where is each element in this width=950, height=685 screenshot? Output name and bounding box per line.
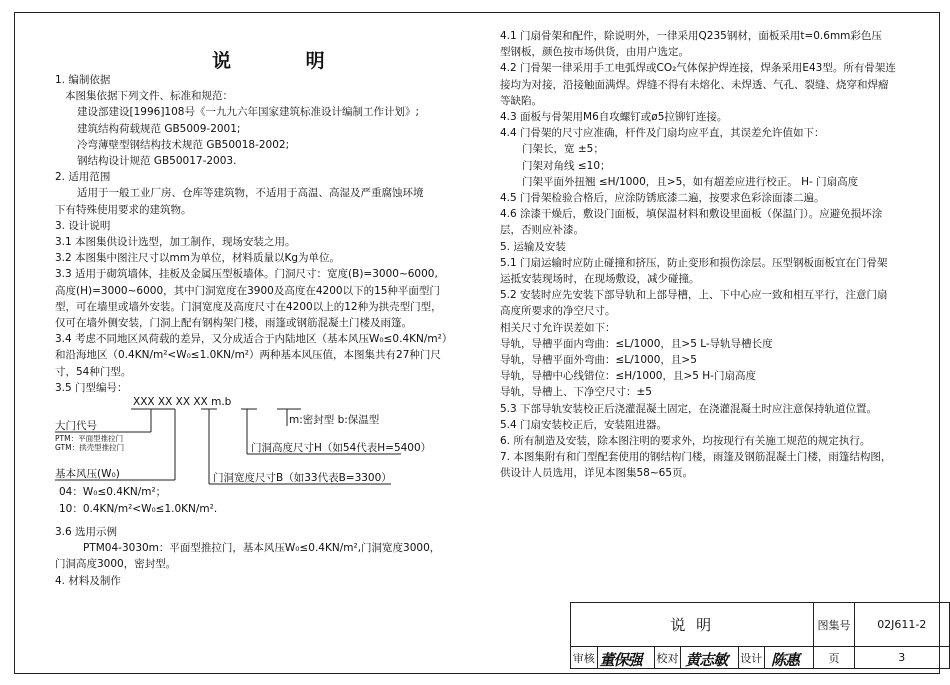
page-label: 页 (814, 647, 854, 669)
door-code-diagram (55, 396, 475, 524)
clause-3-3: 3.3 适用于砌筑墙体，挂板及金属压型板墙体。门洞尺寸：宽度(B)=3000~6000, (55, 268, 438, 281)
example-text: PTM04-3030m：平面型推拉门，基本风压W₀≤0.4KN/m²,门洞宽度3000， (83, 542, 441, 555)
tolerance-line: 导轨，导槽中心线错位：≤H/1000，且>5 H-门扇高度 (500, 370, 756, 383)
text-line: 相关尺寸允许误差如下： (500, 321, 616, 334)
section-2-text: 适用于一般工业厂房、仓库等建筑物，不适用于高温、高湿及严重腐蚀环境 (77, 187, 424, 200)
atlas-number: 02J611-2 (854, 603, 949, 647)
atlas-label: 图集号 (814, 603, 854, 647)
tolerance-line: 门架平面外扭翘 ≤H/1000，且>5，如有超差应进行校正。 H- 门扇高度 (522, 175, 859, 188)
clause-3-6: 3.6 选用示例 (55, 526, 118, 539)
text-line: 高度所要求的净空尺寸。 (500, 305, 616, 318)
wind-option-10: 10：0.4KN/m²<W₀≤1.0KN/m². (59, 503, 218, 516)
text-line: 4.3 面板与骨架用M6自攻螺钉或ø5拉铆钉连接。 (500, 111, 728, 124)
text-line: 供设计人员选用，详见本图集58~65页。 (500, 467, 694, 480)
tolerance-line: 导轨，导槽上、下净空尺寸：±5 (500, 386, 652, 399)
tolerance-line: 门架对角线 ≤10； (522, 159, 611, 172)
clause-3-1: 3.1 本图集供设计选型，加工制作，现场安装之用。 (55, 236, 296, 249)
door-code-label: 大门代号 (55, 420, 97, 433)
text-line: 4.1 门扇骨架和配件，除说明外，一律采用Q235钢材，面板采用t=0.6mm彩色压 (500, 30, 882, 42)
clause-3-4: 和沿海地区（0.4KN/m²<W₀≤1.0KN/m²）两种基本风压值，本图集共有27种门尺 (55, 349, 441, 362)
text-line: 4.5 门骨架检验合格后，应涂防锈底漆二遍，按要求色彩涂面漆二遍。 (500, 192, 825, 205)
wind-option-04: 04：W₀≤0.4KN/m²； (59, 486, 167, 499)
section-1-intro: 本图集依据下列文件、标准和规范： (65, 90, 233, 103)
page-title: 说 明 (212, 50, 359, 72)
wind-pressure-label: 基本风压(W₀) (55, 468, 120, 481)
section-3-heading: 3. 设计说明 (55, 219, 111, 232)
section-4-heading: 4. 材料及制作 (55, 574, 121, 587)
seal-type-legend: m:密封型 b:保温型 (289, 414, 380, 427)
text-line: 4.4 门骨架的尺寸应准确，杆件及门扇均应平直，其误差允许值如下： (500, 127, 825, 140)
text-line: 接均为对接，沿接触面满焊。焊缝不得有未熔化、未焊透、气孔、裂缝、烧穿和焊瘤 (500, 78, 889, 91)
clause-3-3: 仅可在墙外侧安装，门洞上配有钢构架门楼，雨篷或钢筋混凝土门楼及雨篷。 (55, 317, 412, 330)
page-number: 3 (854, 647, 949, 669)
text-line: 5.4 门扇安装校正后，安装阻进器。 (500, 418, 668, 431)
section-5-heading: 5. 运输及安装 (500, 240, 566, 253)
title-block (570, 602, 950, 669)
code-template: XXX XX XX XX m.b (133, 396, 232, 409)
right-column (500, 28, 932, 482)
tolerance-line: 门架长，宽 ±5； (522, 143, 604, 156)
text-line: 层，否则应补漆。 (500, 224, 584, 237)
ref-item: 钢结构设计规范 GB50017-2003. (77, 155, 237, 168)
text-line: 型钢板，颜色按市场供货，由用户选定。 (500, 46, 689, 59)
text-line: 5.1 门扇运输时应防止碰撞和挤压，防止变形和损伤涂层。压型钢板面板宜在门骨架 (500, 256, 888, 269)
ref-item: 冷弯薄壁型钢结构技术规范 GB50018-2002; (77, 138, 290, 151)
check-label: 校对 (654, 647, 681, 669)
review-signature: 董保强 (597, 647, 654, 669)
gtm-legend: GTM：拱壳型推拉门 (55, 443, 125, 453)
text-line: 运抵安装现场时，在现场敷设，减少碰撞。 (500, 273, 700, 286)
clause-3-4: 寸，54种门型。 (55, 365, 132, 378)
design-label: 设计 (738, 647, 765, 669)
text-line: 等缺陷。 (500, 94, 542, 107)
text-line: 5.2 安装时应先安装下部导轨和上部导槽，上、下中心应一致和相互平行，注意门扇 (500, 289, 888, 302)
text-line: 7. 本图集附有和门型配套使用的钢结构门楼，雨篷及钢筋混凝土门楼，雨篷结构图， (500, 451, 892, 464)
clause-3-3: 高度(H)=3000~6000，其中门洞宽度在3900及高度在4200以下的15种平面型门 (55, 284, 440, 297)
ptm-legend: PTM：平面型推拉门 (55, 434, 124, 444)
example-text: 门洞高度3000，密封型。 (55, 558, 177, 571)
design-signature: 陈惠 (765, 647, 814, 669)
review-label: 审核 (571, 647, 598, 669)
text-line: 4.6 涂漆干燥后，敷设门面板，填保温材料和敷设里面板（保温门）。应避免损坏涂 (500, 208, 883, 221)
width-legend: 门洞宽度尺寸B（如33代表B=3300） (213, 472, 392, 485)
section-2-text: 下有特殊使用要求的建筑物。 (55, 203, 192, 216)
text-line: 5.3 下部导轨安装校正后浇灌混凝土固定，在浇灌混凝土时应注意保持轨道位置。 (500, 402, 878, 415)
clause-3-4: 3.4 考虑不同地区风荷载的差异，又分成适合于内陆地区（基本风压W₀≤0.4KN/m²） (55, 333, 453, 346)
ref-item: 建设部建设[1996]108号《一九九六年国家建筑标准设计编制工作计划》; (77, 106, 419, 119)
section-2-heading: 2. 适用范围 (55, 171, 111, 184)
section-1-heading: 1. 编制依据 (55, 74, 111, 86)
clause-3-2: 3.2 本图集中图注尺寸以mm为单位，材料质量以Kg为单位。 (55, 252, 341, 265)
ref-item: 建筑结构荷载规范 GB5009-2001; (77, 122, 241, 135)
text-line: 4.2 门骨架一律采用手工电弧焊或CO₂气体保护焊连接，焊条采用E43型。所有骨架连 (500, 62, 896, 75)
tolerance-line: 导轨，导槽平面内弯曲：≤L/1000，且>5 L-导轨导槽长度 (500, 337, 773, 350)
check-signature: 黄志敏 (681, 647, 738, 669)
tolerance-line: 导轨，导槽平面外弯曲：≤L/1000，且>5 (500, 354, 697, 367)
height-legend: 门洞高度尺寸H（如54代表H=5400） (251, 442, 432, 455)
text-line: 6. 所有制造及安装，除本图注明的要求外，均按现行有关施工规范的规定执行。 (500, 435, 871, 448)
title-block-title: 说 明 (571, 603, 814, 647)
clause-3-5: 3.5 门型编号： (55, 381, 128, 394)
clause-3-3: 型，可在墙里或墙外安装。门洞宽度及高度尺寸在4200以上的12种为拱壳型门型， (55, 300, 442, 313)
left-column (55, 42, 495, 589)
